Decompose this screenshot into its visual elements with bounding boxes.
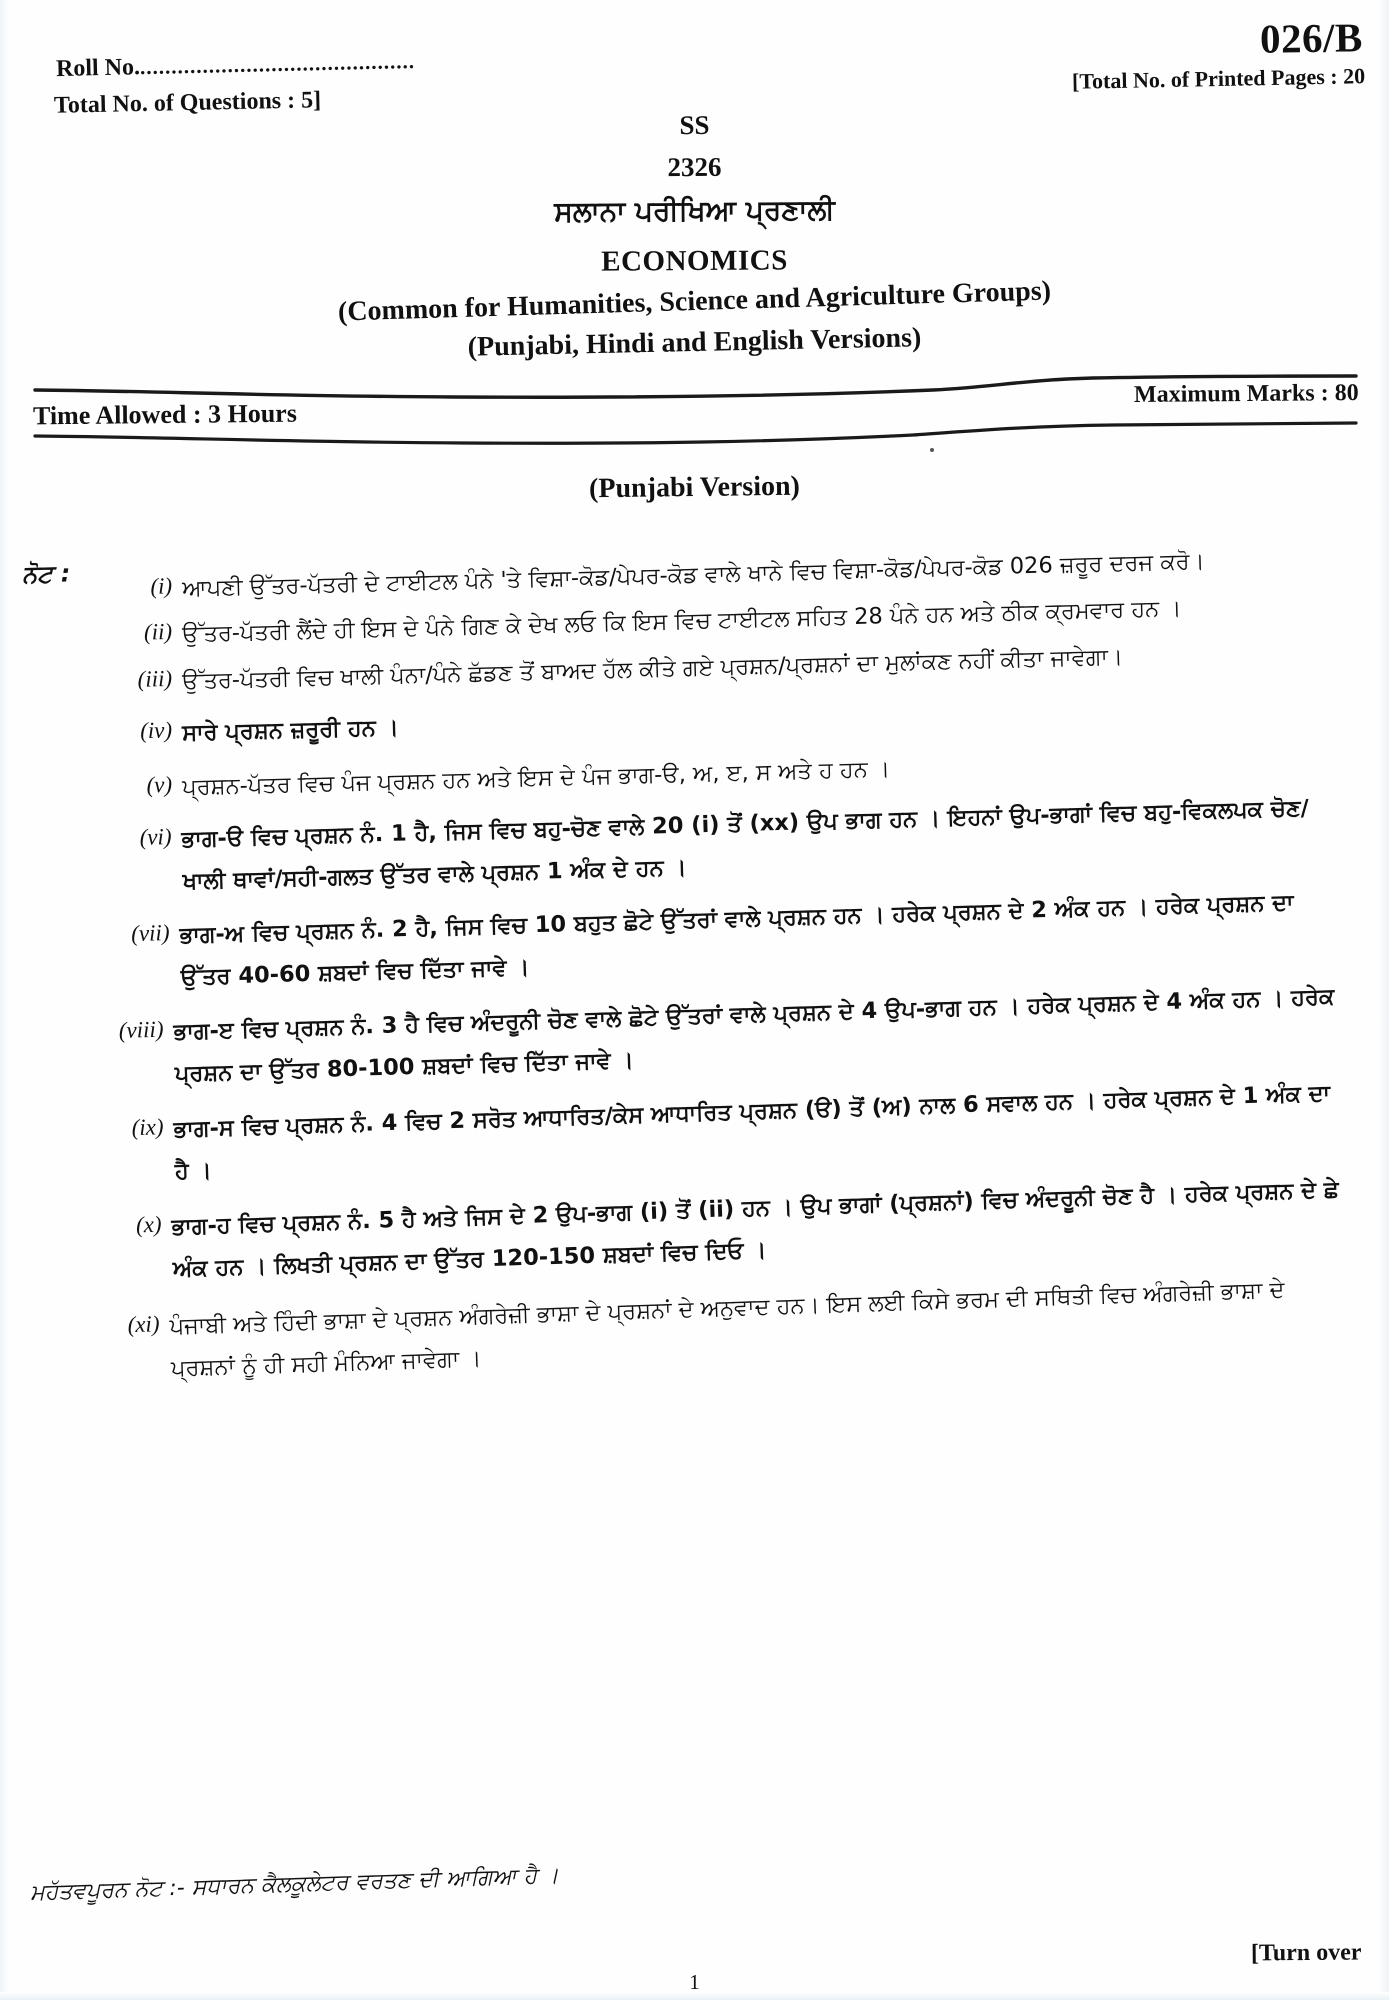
instruction-text: ਪ੍ਰਸ਼ਨ-ਪੱਤਰ ਵਿਚ ਪੰਜ ਪ੍ਰਸ਼ਨ ਹਨ ਅਤੇ ਇਸ ਦੇ ਪੰਜ ਭਾਗ-ੳ, ਅ, ੲ, ਸ ਅਤੇ ਹ ਹਨ ।: [181, 755, 891, 801]
scan-speck: [930, 448, 934, 452]
series-code: SS: [679, 109, 710, 141]
roll-no-field: [56, 48, 416, 83]
time-allowed: Time Allowed : 3 Hours: [32, 398, 297, 431]
language-versions: (Punjabi, Hindi and English Versions): [467, 322, 922, 363]
turn-over-marker: [Turn over: [1250, 1939, 1362, 1967]
maximum-marks: Maximum Marks : 80: [1134, 380, 1360, 408]
instruction-number: (iv): [139, 717, 173, 744]
instruction-number: (xi): [127, 1311, 160, 1338]
scheme-punjabi: ਸਲਾਨਾ ਪਰੀਖਿਆ ਪ੍ਰਣਾਲੀ: [554, 193, 835, 228]
instruction-text: ਪੰਜਾਬੀ ਅਤੇ ਹਿੰਦੀ ਭਾਸ਼ਾ ਦੇ ਪ੍ਰਸ਼ਨ ਅੰਗਰੇਜ਼ੀ ਭਾਸ਼ਾ ਦੇ ਪ੍ਰਸ਼ਨਾਂ ਦੇ ਅਨੁਵਾਦ ਹਨ। ਇਸ ਲਈ ਕਿਸੇ ਭਰਮ ਦੀ ਸਥਿਤੀ ਵਿਚ ਅੰਗਰੇਜ਼ੀ ਭਾਸ਼ਾ ਦੇ ਪ੍ਰਸ਼ਨਾਂ ਨੂੰ ਹੀ ਸਹੀ ਮੰਨਿਆ ਜਾਵੇਗਾ ।: [169, 1277, 1285, 1382]
common-for-groups: (Common for Humanities, Science and Agriculture Groups): [337, 275, 1052, 328]
paper-number: 2326: [667, 151, 722, 183]
instruction-text: ਸਾਰੇ ਪ੍ਰਸ਼ਨ ਜ਼ਰੂਰੀ ਹਨ ।: [181, 714, 400, 746]
subject-title: ECONOMICS: [601, 244, 788, 278]
total-printed-pages: [Total No. of Printed Pages : 20: [1071, 63, 1366, 94]
instruction-text: ਭਾਗ-ਅ ਵਿਚ ਪ੍ਰਸ਼ਨ ਨੰ. 2 ਹੈ, ਜਿਸ ਵਿਚ 10 ਬਹੁਤ ਛੋਟੇ ਉੱਤਰਾਂ ਵਾਲੇ ਪ੍ਰਸ਼ਨ ਹਨ । ਹਰੇਕ ਪ੍ਰਸ਼ਨ ਦੇ 2 ਅੰਕ ਹਨ । ਹਰੇਕ ਪ੍ਰਸ਼ਨ ਦਾ ਉੱਤਰ 40-60 ਸ਼ਬਦਾਂ ਵਿਚ ਦਿੱਤਾ ਜਾਵੇ ।: [179, 890, 1294, 991]
page-number: 1: [689, 1970, 700, 1994]
instruction-number: (vii): [130, 920, 170, 947]
paper-code: 026/B: [1259, 14, 1364, 62]
instruction-text: ਭਾਗ-ਹ ਵਿਚ ਪ੍ਰਸ਼ਨ ਨੰ. 5 ਹੈ ਅਤੇ ਜਿਸ ਦੇ 2 ਉਪ-ਭਾਗ (i) ਤੋਂ (ii) ਹਨ । ਉਪ ਭਾਗਾਂ (ਪ੍ਰਸ਼ਨਾਂ) ਵਿਚ ਅੰਦਰੂਨੀ ਚੋਣ ਹੈ । ਹਰੇਕ ਪ੍ਰਸ਼ਨ ਦੇ ਛੇ ਅੰਕ ਹਨ । ਲਿਖਤੀ ਪ੍ਰਸ਼ਨ ਦਾ ਉੱਤਰ 120-150 ਸ਼ਬਦਾਂ ਵਿਚ ਦਿਓ ।: [171, 1176, 1340, 1283]
instruction-text: ਆਪਣੀ ਉੱਤਰ-ਪੱਤਰੀ ਦੇ ਟਾਈਟਲ ਪੰਨੇ 'ਤੇ ਵਿਸ਼ਾ-ਕੋਡ/ਪੇਪਰ-ਕੋਡ ਵਾਲੇ ਖਾਨੇ ਵਿਚ ਵਿਸ਼ਾ-ਕੋਡ/ਪੇਪਰ-ਕੋਡ 026 ਜ਼ਰੂਰ ਦਰਜ ਕਰੋ।: [181, 548, 1206, 602]
instruction-number: (ii): [143, 618, 173, 645]
instruction-number: (vi): [139, 824, 172, 850]
instruction-number: (x): [135, 1211, 162, 1238]
important-note: ਮਹੱਤਵਪੂਰਨ ਨੋਟ :- ਸਧਾਰਨ ਕੈਲਕੂਲੇਟਰ ਵਰਤਣ ਦੀ ਆਗਿਆ ਹੈ ।: [29, 1863, 560, 1906]
instruction-text: ਉੱਤਰ-ਪੱਤਰੀ ਲੈਂਦੇ ਹੀ ਇਸ ਦੇ ਪੰਨੇ ਗਿਣ ਕੇ ਦੇਖ ਲਓ ਕਿ ਇਸ ਵਿਚ ਟਾਈਟਲ ਸਹਿਤ 28 ਪੰਨੇ ਹਨ ਅਤੇ ਠੀਕ ਕ੍ਰਮਵਾਰ ਹਨ ।: [181, 595, 1182, 648]
roll-no-dotted-line: ............................................: [139, 48, 416, 80]
instruction-number: (iii): [137, 666, 173, 693]
instructions-list: [0, 540, 1389, 1382]
instruction-number: (v): [146, 771, 173, 798]
note-label: ਨੋਟ :: [21, 559, 71, 589]
instruction-number: (viii): [118, 1016, 164, 1043]
roll-no-label: Roll No.: [55, 54, 141, 83]
instruction-number: (i): [150, 573, 173, 599]
instruction-text: ਭਾਗ-ਸ ਵਿਚ ਪ੍ਰਸ਼ਨ ਨੰ. 4 ਵਿਚ 2 ਸਰੋਤ ਆਧਾਰਿਤ/ਕੇਸ ਆਧਾਰਿਤ ਪ੍ਰਸ਼ਨ (ੳ) ਤੋਂ (ਅ) ਨਾਲ 6 ਸਵਾਲ ਹਨ । ਹਰੇਕ ਪ੍ਰਸ਼ਨ ਦੇ 1 ਅੰਕ ਦਾ ਹੈ ।: [173, 1080, 1331, 1185]
instruction-text: ਭਾਗ-ੳ ਵਿਚ ਪ੍ਰਸ਼ਨ ਨੰ. 1 ਹੈ, ਜਿਸ ਵਿਚ ਬਹੁ-ਚੋਣ ਵਾਲੇ 20 (i) ਤੋਂ (xx) ਉਪ ਭਾਗ ਹਨ । ਇਹਨਾਂ ਉਪ-ਭਾਗਾਂ ਵਿਚ ਬਹੁ-ਵਿਕਲਪਕ ਚੋਣ/ਖਾਲੀ ਥਾਵਾਂ/ਸਹੀ-ਗਲਤ ਉੱਤਰ ਵਾਲੇ ਪ੍ਰਸ਼ਨ 1 ਅੰਕ ਦੇ ਹਨ ।: [181, 795, 1310, 895]
instruction-number: (ix): [131, 1114, 164, 1141]
total-questions: Total No. of Questions : 5]: [53, 87, 322, 119]
instruction-text: ਉੱਤਰ-ਪੱਤਰੀ ਵਿਚ ਖਾਲੀ ਪੰਨਾ/ਪੰਨੇ ਛੱਡਣ ਤੋਂ ਬਾਅਦ ਹੱਲ ਕੀਤੇ ਗਏ ਪ੍ਰਸ਼ਨ/ਪ੍ਰਸ਼ਨਾਂ ਦਾ ਮੁਲਾਂਕਣ ਨਹੀਂ ਕੀਤਾ ਜਾਵੇਗਾ।: [181, 644, 1124, 695]
version-heading: (Punjabi Version): [588, 470, 801, 505]
instruction-text: ਭਾਗ-ੲ ਵਿਚ ਪ੍ਰਸ਼ਨ ਨੰ. 3 ਹੈ ਵਿਚ ਅੰਦਰੂਨੀ ਚੋਣ ਵਾਲੇ ਛੋਟੇ ਉੱਤਰਾਂ ਵਾਲੇ ਪ੍ਰਸ਼ਨ ਦੇ 4 ਉਪ-ਭਾਗ ਹਨ । ਹਰੇਕ ਪ੍ਰਸ਼ਨ ਦੇ 4 ਅੰਕ ਹਨ । ਹਰੇਕ ਪ੍ਰਸ਼ਨ ਦਾ ਉੱਤਰ 80-100 ਸ਼ਬਦਾਂ ਵਿਚ ਦਿੱਤਾ ਜਾਵੇ ।: [173, 983, 1335, 1087]
